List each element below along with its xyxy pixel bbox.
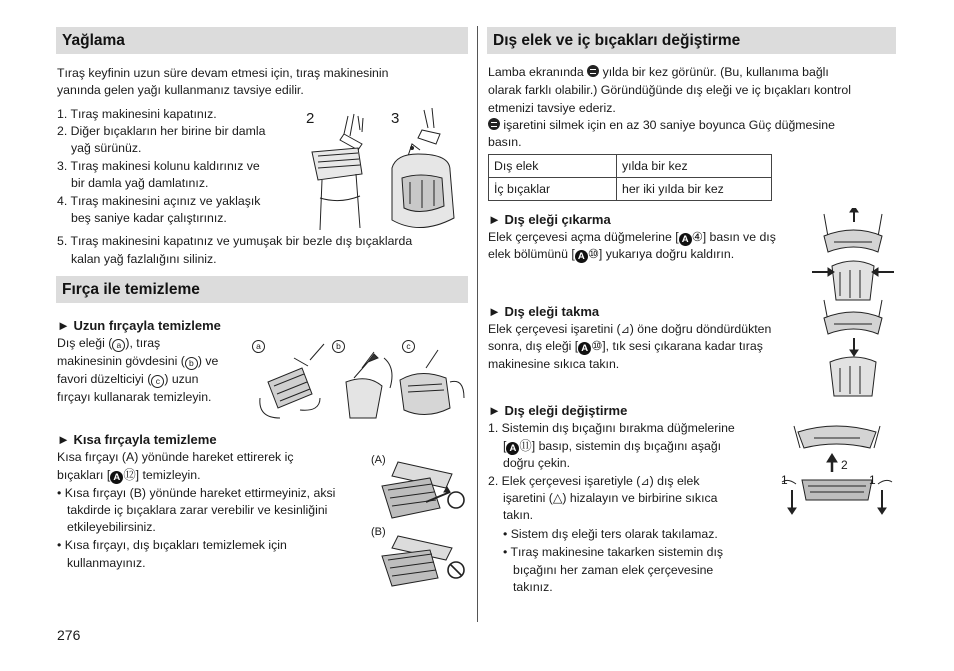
text-fragment: ) dış elek: [649, 474, 700, 488]
part-number: ⑫: [123, 468, 136, 482]
section-title: Dış elek ve iç bıçakları değiştirme: [493, 32, 741, 49]
uzun-line-1: [57, 335, 160, 353]
table-cell: her iki yılda bir kez: [617, 178, 772, 201]
circled-mark-a: a: [112, 339, 125, 352]
oiling-illustration: [300, 108, 468, 236]
part-letter-badge: A: [679, 233, 692, 246]
reset-paragraph-line-1: [488, 117, 835, 135]
figure-step-1-left: 1: [781, 473, 788, 487]
long-brush-illustration: [250, 338, 470, 422]
step-line: yağ sürünüz.: [71, 141, 142, 155]
yaglama-intro-line-2: yanında gelen yağı kullanmanız tavsiye edilir.: [57, 83, 304, 97]
kisa-line-1: Kısa fırçayı (A) yönünde hareket ettirerek iç: [57, 450, 294, 464]
part-number: ④: [691, 230, 703, 244]
text-fragment: ] yukarıya doğru kaldırın.: [598, 247, 735, 261]
section-header-firca: [56, 276, 468, 303]
part-number: ⑪: [519, 439, 532, 453]
figure-label-b: (B): [371, 526, 386, 538]
reset-paragraph-line-2: basın.: [488, 135, 522, 149]
table-cell: Dış elek: [489, 155, 617, 178]
section-header-yaglama: [56, 27, 468, 54]
lamp-paragraph-line-2: olarak farklı olabilir.) Göründüğünde dış eleği ve iç bıçakları kontrol: [488, 83, 851, 97]
text-fragment: ] temizleyin.: [135, 468, 201, 482]
text-fragment: Elek çerçevesi açma düğmelerine [: [488, 230, 679, 244]
text-fragment: elek bölümünü [: [488, 247, 575, 261]
figure-step-2: 2: [841, 458, 848, 472]
subheading-takma: ► Dış eleği takma: [488, 304, 600, 319]
takma-line-1: [488, 321, 771, 340]
brush-drawing: [250, 338, 470, 422]
text-fragment: ] basın ve dış: [702, 230, 776, 244]
text-fragment: [: [503, 439, 507, 453]
degistirme-bullet: bıçağını her zaman elek çerçevesine: [513, 563, 714, 577]
degistirme-line: 1. Sistemin dış bıçağını bırakma düğmelerine: [488, 421, 735, 435]
takma-line-3: makinesine sıkıca takın.: [488, 357, 620, 371]
step-line: kalan yağ fazlalığını siliniz.: [71, 252, 217, 266]
subheading-uzun-firca: ► Uzun fırçayla temizleme: [57, 318, 221, 333]
step-line: 1. Tıraş makinesini kapatınız.: [57, 107, 217, 121]
text-fragment: ), tıraş: [125, 336, 161, 350]
figure-mark-a: a: [252, 340, 265, 353]
text-fragment: Dış eleği (: [57, 336, 113, 350]
table-cell: İç bıçaklar: [489, 178, 617, 201]
subheading-kisa-firca: ► Kısa fırçayla temizleme: [57, 432, 217, 447]
table-row: [489, 178, 772, 201]
part-letter-badge: A: [110, 471, 123, 484]
bullet-line: • Kısa fırçayı (B) yönünde hareket ettirmeyiniz, aksi: [57, 486, 336, 500]
part-number: ⑩: [587, 247, 599, 261]
table-cell: yılda bir kez: [617, 155, 772, 178]
cikarma-line-2: [488, 246, 734, 264]
uzun-line-3: [57, 371, 199, 389]
oiling-drawing: [300, 108, 468, 236]
degistirme-line: doğru çekin.: [503, 456, 570, 470]
bullet-line: etkileyebilirsiniz.: [67, 520, 156, 534]
figure-mark-b: b: [332, 340, 345, 353]
frame-mark-icon: ⊿: [640, 476, 650, 488]
circled-mark-c: c: [151, 375, 164, 388]
frame-mark-icon: ⊿: [620, 324, 630, 336]
step-line: beş saniye kadar çalıştırınız.: [71, 211, 227, 225]
lamp-paragraph-line-3: etmenizi tavsiye ederiz.: [488, 101, 616, 115]
step-line: 4. Tıraş makinesini açınız ve yaklaşık: [57, 194, 261, 208]
text-fragment: işaretini silmek için en az 30 saniye boyunca Güç düğmesine: [503, 118, 835, 132]
text-fragment: favori düzelticiyi (: [57, 372, 152, 386]
part-number: ⑩: [591, 339, 603, 353]
text-fragment: Elek çerçevesi işaretini (: [488, 322, 621, 336]
step-line: 5. Tıraş makinesini kapatınız ve yumuşak bir bezle dış bıçaklarda: [57, 234, 413, 248]
figure-label-a: (A): [371, 454, 386, 466]
step-line: 3. Tıraş makinesi kolunu kaldırınız ve: [57, 159, 260, 173]
text-fragment: ) öne doğru döndürdükten: [629, 322, 772, 336]
replace-lamp-icon: [488, 118, 500, 130]
degistirme-bullet: • Sistem dış eleği ters olarak takılamaz.: [503, 527, 718, 541]
text-fragment: ], tık sesi çıkarana kadar tıraş: [602, 339, 763, 353]
part-letter-badge: A: [578, 342, 591, 355]
foil-attach-drawing: [810, 296, 896, 398]
subheading-cikarma: ► Dış eleği çıkarma: [488, 212, 611, 227]
bullet-line: kullanmayınız.: [67, 556, 146, 570]
figure-mark-c: c: [402, 340, 415, 353]
yaglama-intro-line-1: Tıraş keyfinin uzun süre devam etmesi için, tıraş makinesinin: [57, 66, 389, 80]
replace-lamp-icon: [587, 65, 599, 77]
uzun-line-2: [57, 353, 218, 371]
bullet-line: takdirde iç bıçaklara zarar verebilir ve kesinliğini: [67, 503, 328, 517]
section-title: Fırça ile temizleme: [62, 281, 200, 298]
replacement-interval-table: [488, 154, 772, 201]
circled-mark-b: b: [185, 357, 198, 370]
text-fragment: ) uzun: [164, 372, 199, 386]
lamp-paragraph-line-1: [488, 64, 829, 82]
text-fragment: ) ve: [197, 354, 219, 368]
short-brush-drawing: [370, 452, 470, 588]
cikarma-line-1: [488, 229, 776, 247]
text-fragment: yılda bir kez görünür. (Bu, kullanıma bağlı: [602, 65, 829, 79]
figure-step-1-right: 1: [869, 473, 876, 487]
part-letter-badge: A: [506, 442, 519, 455]
text-fragment: Lamba ekranında: [488, 65, 584, 79]
text-fragment: bıçakları [: [57, 468, 111, 482]
degistirme-bullet: takınız.: [513, 580, 553, 594]
text-fragment: ] basıp, sistemin dış bıçağını aşağı: [531, 439, 722, 453]
foil-replace-drawing: [778, 418, 896, 524]
subheading-degistirme: ► Dış eleği değiştirme: [488, 403, 628, 418]
degistirme-line: takın.: [503, 508, 534, 522]
kisa-line-2: [57, 467, 201, 485]
table-row: [489, 155, 772, 178]
part-letter-badge: A: [575, 250, 588, 263]
uzun-line-4: fırçayı kullanarak temizleyin.: [57, 390, 212, 404]
figure-number-2: 2: [306, 110, 315, 127]
degistirme-line: işaretini (△) hizalayın ve birbirine sıkıca: [503, 491, 718, 505]
degistirme-bullet: • Tıraş makinesine takarken sistemin dış: [503, 545, 724, 559]
column-divider: [477, 26, 478, 622]
degistirme-line: [488, 473, 700, 492]
page-number: 276: [57, 627, 81, 643]
figure-number-3: 3: [391, 110, 400, 127]
degistirme-line: [503, 438, 721, 456]
step-line: bir damla yağ damlatınız.: [71, 176, 209, 190]
text-fragment: 2. Elek çerçevesi işaretiyle (: [488, 474, 641, 488]
section-header-degistirme: [487, 27, 896, 54]
section-title: Yağlama: [62, 32, 125, 49]
text-fragment: makinesinin gövdesini (: [57, 354, 185, 368]
short-brush-illustration: [370, 452, 470, 588]
text-fragment: sonra, dış eleği [: [488, 339, 579, 353]
foil-attach-illustration: [810, 296, 896, 398]
foil-replace-illustration: [778, 418, 896, 524]
step-line: 2. Diğer bıçakların her birine bir damla: [57, 124, 266, 138]
takma-line-2: [488, 338, 763, 356]
bullet-line: • Kısa fırçayı, dış bıçakları temizlemek için: [57, 538, 287, 552]
foil-remove-drawing: [810, 208, 896, 304]
foil-remove-illustration: [810, 208, 896, 304]
